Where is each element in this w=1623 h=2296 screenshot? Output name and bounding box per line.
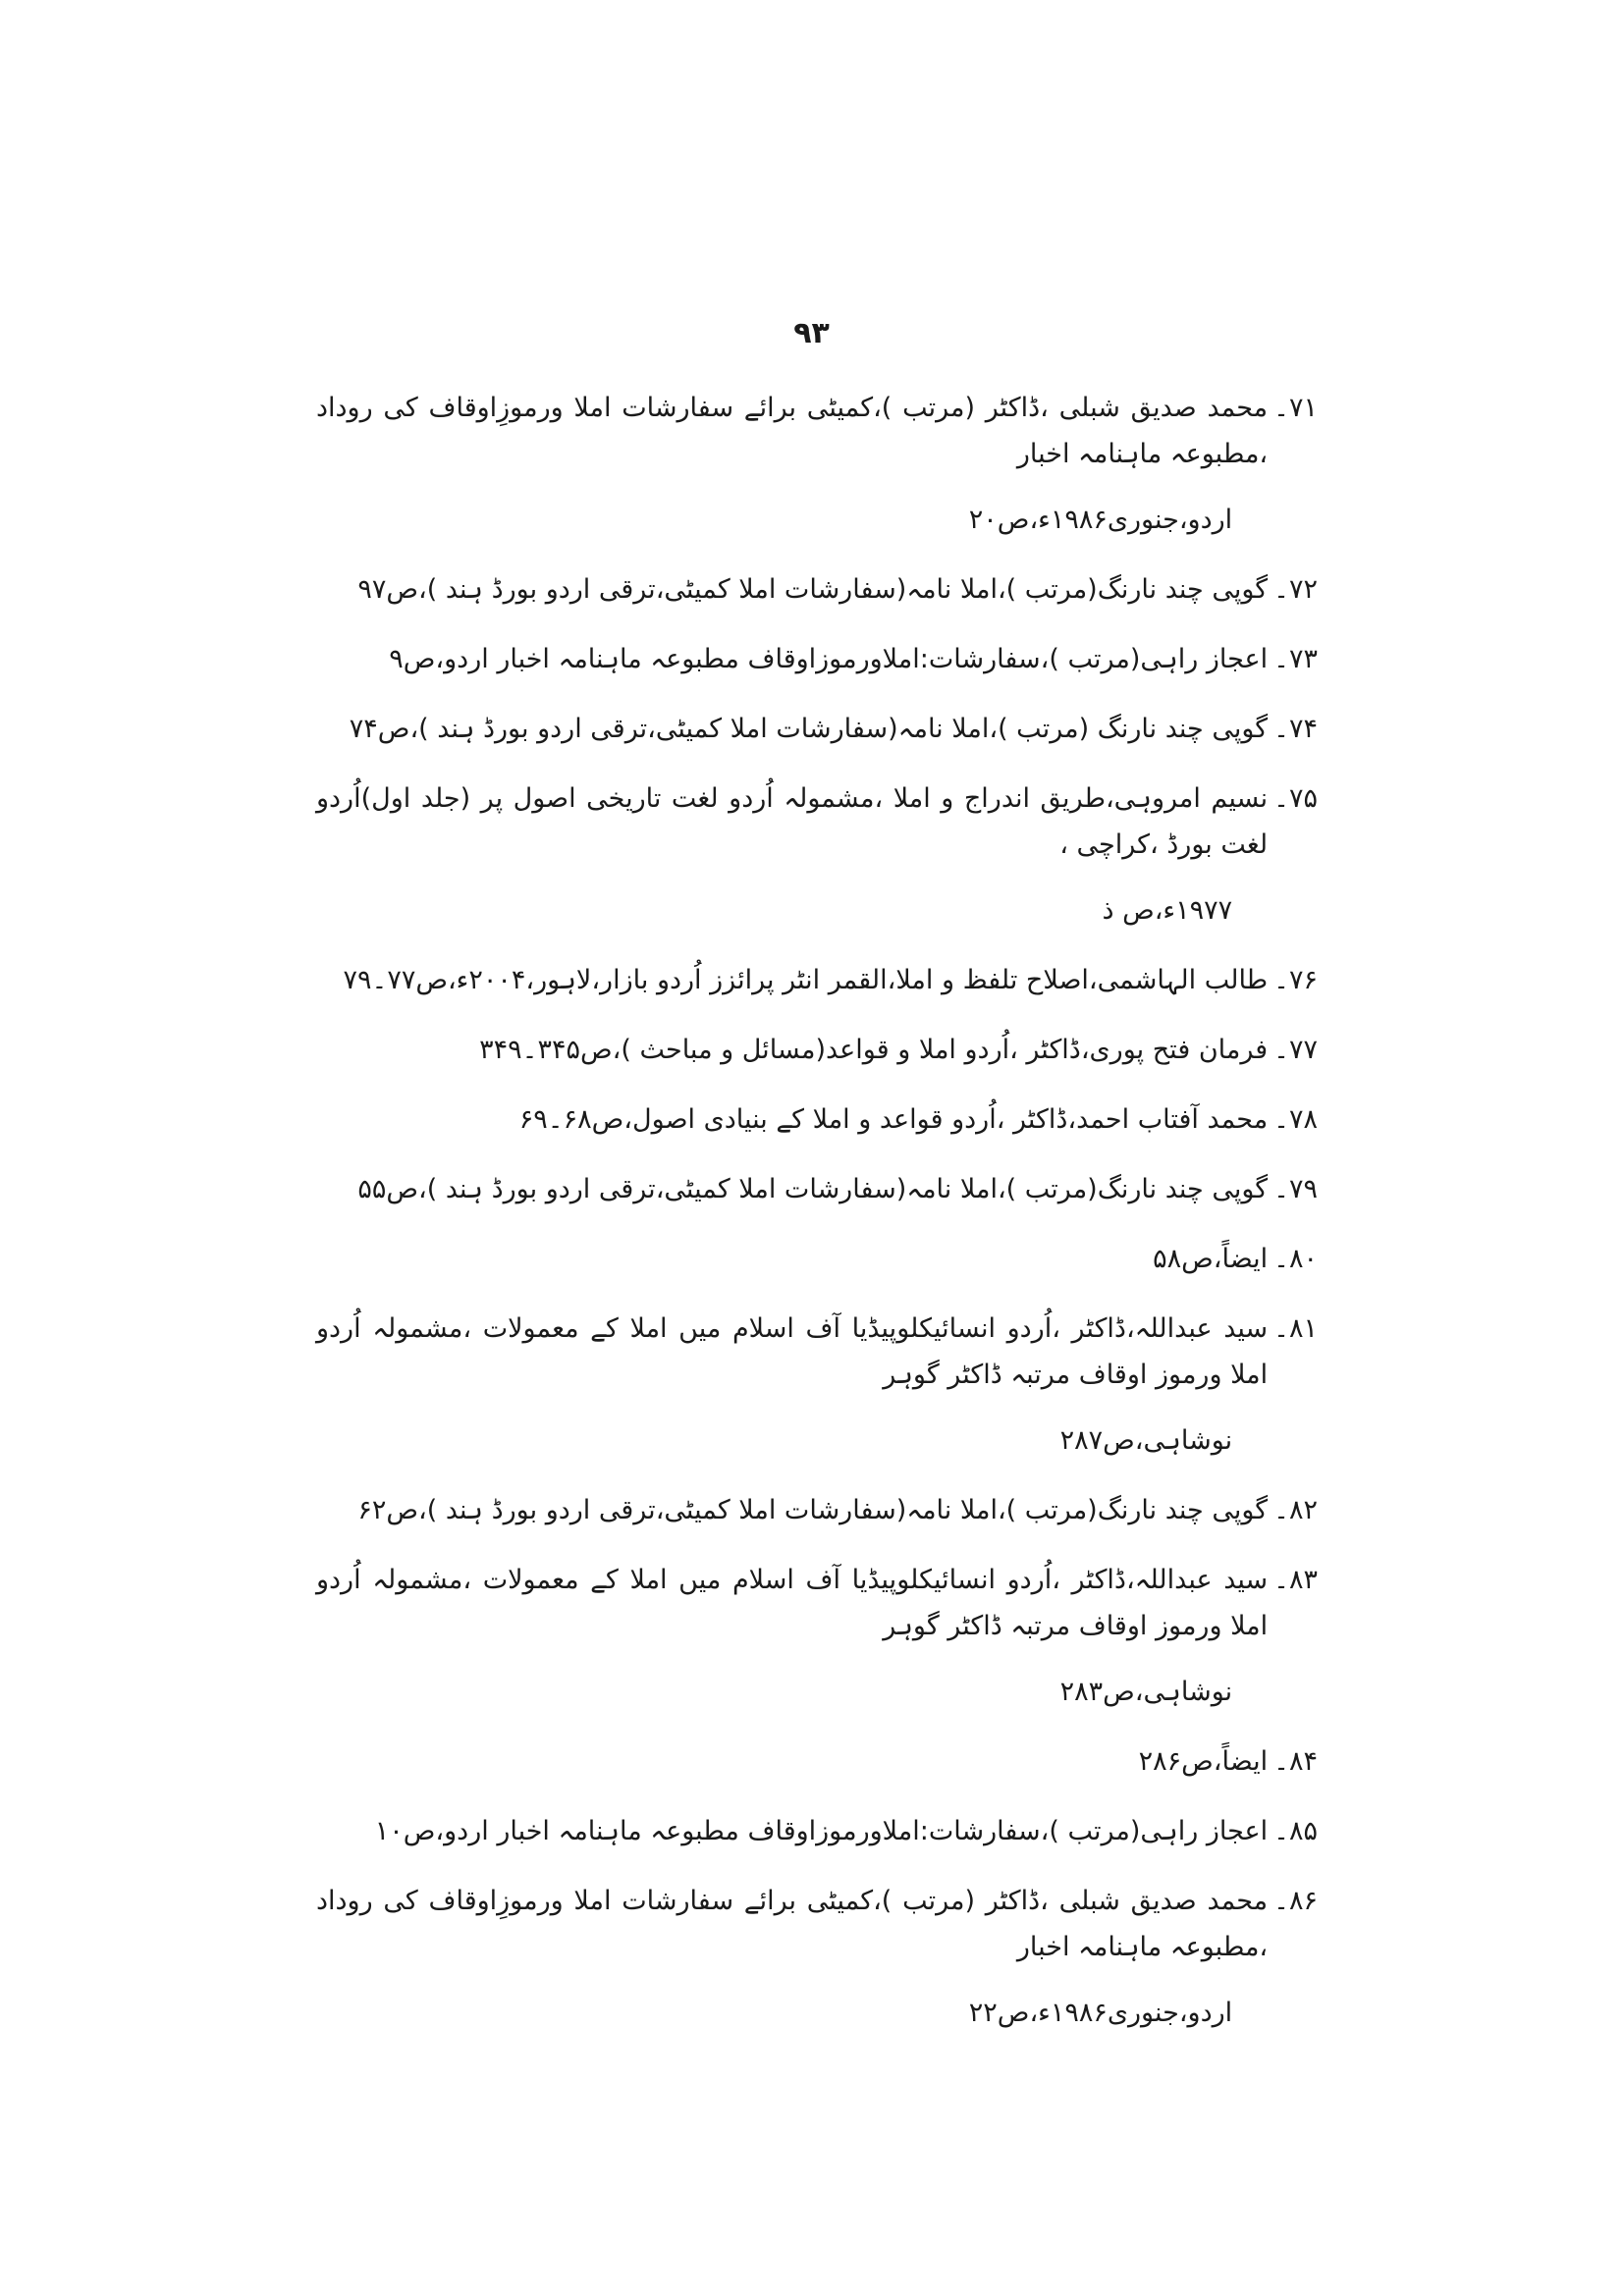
footnote-item <box>316 775 1318 934</box>
footnote-number: ۸۵۔ <box>1273 1816 1318 1846</box>
footnote-item <box>316 1306 1318 1464</box>
footnote-text: طالب الہاشمی،اصلاح تلفظ و املا،القمر انٹر پرائزز اُردو بازار،لاہور،۲۰۰۴ء،ص۷۷۔۷۹ <box>343 965 1269 995</box>
footnote-body <box>316 1096 1268 1143</box>
footnote-number: ۸۱۔ <box>1273 1313 1318 1344</box>
footnote-number: ۷۵۔ <box>1273 783 1318 814</box>
footnote-body <box>316 1878 1268 2036</box>
footnote-number: ۸۶۔ <box>1273 1886 1318 1916</box>
footnote-body <box>316 1738 1268 1785</box>
footnote-item <box>316 706 1318 752</box>
footnote-item <box>316 385 1318 543</box>
footnote-item <box>316 1487 1318 1533</box>
footnote-continuation: اردو،جنوری۱۹۸۶ء،ص۲۲ <box>968 1998 1233 2028</box>
footnote-text: سید عبداللہ،ڈاکٹر ،اُردو انسائیکلوپیڈیا آف اسلام میں املا کے معمولات ،مشمولہ اُردو املا ورموز اوقاف مرتبہ ڈاکٹر گوہر <box>316 1313 1269 1390</box>
footnote-item <box>316 636 1318 682</box>
footnote-text: گوپی چند نارنگ (مرتب )،املا نامہ(سفارشات املا کمیٹی،ترقی اردو بورڈ ہند )،ص۷۴ <box>349 714 1269 744</box>
footnote-text: محمد صدیق شبلی ،ڈاکٹر (مرتب )،کمیٹی برائے سفارشات املا ورموزِاوقاف کی روداد ،مطبوعہ ماہنامہ اخبار <box>316 1886 1269 1962</box>
footnote-continuation: نوشاہی،ص۲۸۷ <box>1059 1425 1233 1456</box>
footnote-number: ۷۷۔ <box>1273 1035 1318 1065</box>
footnote-continuation: نوشاہی،ص۲۸۳ <box>1059 1677 1233 1707</box>
footnote-text: محمد آفتاب احمد،ڈاکٹر ،اُردو قواعد و املا کے بنیادی اصول،ص۶۸۔۶۹ <box>518 1104 1269 1135</box>
footnote-body <box>316 566 1268 613</box>
footnote-item <box>316 1096 1318 1143</box>
footnote-item <box>316 1557 1318 1715</box>
footnote-body <box>316 385 1268 543</box>
footnote-body <box>316 1808 1268 1854</box>
footnote-body <box>316 706 1268 752</box>
footnote-item <box>316 1166 1318 1212</box>
footnote-number: ۸۲۔ <box>1273 1495 1318 1525</box>
footnote-text: گوپی چند نارنگ(مرتب )،املا نامہ(سفارشات املا کمیٹی،ترقی اردو بورڈ ہند )،ص۹۷ <box>357 574 1269 605</box>
footnote-body <box>316 1487 1268 1533</box>
footnote-number: ۷۹۔ <box>1273 1174 1318 1204</box>
footnote-number: ۷۶۔ <box>1273 965 1318 995</box>
footnote-text: فرمان فتح پوری،ڈاکٹر ،اُردو املا و قواعد(مسائل و مباحث )،ص۳۴۵۔۳۴۹ <box>479 1035 1269 1065</box>
footnote-item <box>316 1808 1318 1854</box>
footnote-number: ۷۲۔ <box>1273 574 1318 605</box>
footnote-continuation: ۱۹۷۷ء،ص ذ <box>1102 895 1233 926</box>
footnote-item <box>316 566 1318 613</box>
footnote-number: ۷۳۔ <box>1273 644 1318 674</box>
footnote-item <box>316 957 1318 1003</box>
footnote-body <box>316 1306 1268 1464</box>
footnote-number: ۸۳۔ <box>1273 1565 1318 1595</box>
footnote-item <box>316 1236 1318 1282</box>
page-number: ۹۳ <box>793 316 830 350</box>
footnote-body <box>316 1557 1268 1715</box>
footnote-item <box>316 1878 1318 2036</box>
footnote-continuation: اردو،جنوری۱۹۸۶ء،ص۲۰ <box>968 505 1233 535</box>
footnote-item <box>316 1738 1318 1785</box>
footnote-body <box>316 1027 1268 1073</box>
footnote-number: ۸۴۔ <box>1273 1746 1318 1777</box>
footnote-body <box>316 775 1268 934</box>
footnote-body <box>316 1236 1268 1282</box>
footnote-text: گوپی چند نارنگ(مرتب )،املا نامہ(سفارشات املا کمیٹی،ترقی اردو بورڈ ہند )،ص۶۲ <box>357 1495 1269 1525</box>
footnote-item <box>316 1027 1318 1073</box>
footnote-number: ۷۸۔ <box>1273 1104 1318 1135</box>
footnote-body <box>316 957 1268 1003</box>
footnote-number: ۷۴۔ <box>1273 714 1318 744</box>
footnotes-list <box>316 385 1318 2059</box>
footnote-body <box>316 636 1268 682</box>
footnote-number: ۷۱۔ <box>1273 393 1318 423</box>
footnote-text: اعجاز راہی(مرتب )،سفارشات:املاورموزاوقاف مطبوعہ ماہنامہ اخبار اردو،ص۱۰ <box>374 1816 1269 1846</box>
footnote-text: ایضاً،ص۲۸۶ <box>1138 1746 1269 1777</box>
footnote-text: نسیم امروہی،طریق اندراج و املا ،مشمولہ اُردو لغت تاریخی اصول پر (جلد اول)اُردو لغت بورڈ ،کراچی ، <box>316 783 1269 860</box>
footnote-text: اعجاز راہی(مرتب )،سفارشات:املاورموزاوقاف مطبوعہ ماہنامہ اخبار اردو،ص۹ <box>389 644 1269 674</box>
footnote-text: گوپی چند نارنگ(مرتب )،املا نامہ(سفارشات املا کمیٹی،ترقی اردو بورڈ ہند )،ص۵۵ <box>357 1174 1269 1204</box>
footnote-text: ایضاً،ص۵۸ <box>1153 1244 1269 1274</box>
footnote-body <box>316 1166 1268 1212</box>
footnote-text: سید عبداللہ،ڈاکٹر ،اُردو انسائیکلوپیڈیا آف اسلام میں املا کے معمولات ،مشمولہ اُردو املا ورموز اوقاف مرتبہ ڈاکٹر گوہر <box>316 1565 1269 1641</box>
footnote-number: ۸۰۔ <box>1273 1244 1318 1274</box>
footnote-text: محمد صدیق شبلی ،ڈاکٹر (مرتب )،کمیٹی برائے سفارشات املا ورموزِاوقاف کی روداد ،مطبوعہ ماہنامہ اخبار <box>316 393 1269 469</box>
